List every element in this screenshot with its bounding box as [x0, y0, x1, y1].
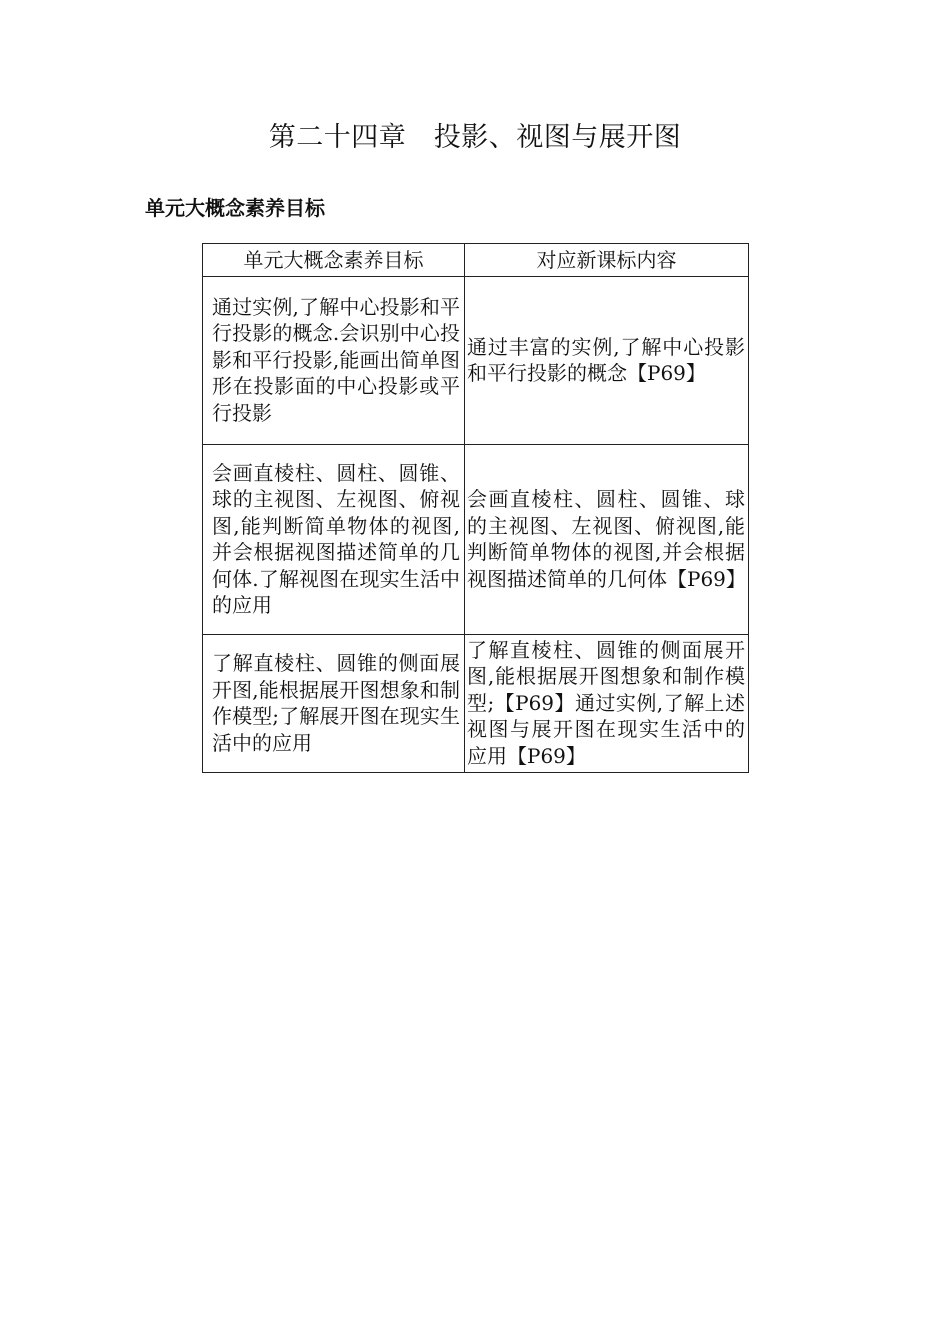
table-row — [203, 445, 749, 635]
column-header-unit-goals: 单元大概念素养目标 — [203, 244, 465, 277]
page-title: 第二十四章 投影、视图与展开图 — [268, 122, 682, 153]
table-row — [203, 277, 749, 445]
standard-cell: 通过丰富的实例,了解中心投影和平行投影的概念【P69】 — [465, 277, 749, 445]
section-heading: 单元大概念素养目标 — [145, 196, 325, 220]
column-header-curriculum-content: 对应新课标内容 — [465, 244, 749, 277]
goal-cell: 了解直棱柱、圆锥的侧面展开图,能根据展开图想象和制作模型;了解展开图在现实生活中的应用 — [203, 635, 465, 773]
goal-cell: 通过实例,了解中心投影和平行投影的概念.会识别中心投影和平行投影,能画出简单图形在投影面的中心投影或平行投影 — [203, 277, 465, 445]
table-row — [203, 635, 749, 773]
standard-cell: 了解直棱柱、圆锥的侧面展开图,能根据展开图想象和制作模型;【P69】通过实例,了解上述视图与展开图在现实生活中的应用【P69】 — [465, 635, 749, 773]
goal-cell: 会画直棱柱、圆柱、圆锥、球的主视图、左视图、俯视图,能判断简单物体的视图,并会根据视图描述简单的几何体.了解视图在现实生活中的应用 — [203, 445, 465, 635]
table-header-row — [203, 244, 749, 277]
standard-cell: 会画直棱柱、圆柱、圆锥、球的主视图、左视图、俯视图,能判断简单物体的视图,并会根据视图描述简单的几何体【P69】 — [465, 445, 749, 635]
goals-table — [202, 243, 749, 773]
